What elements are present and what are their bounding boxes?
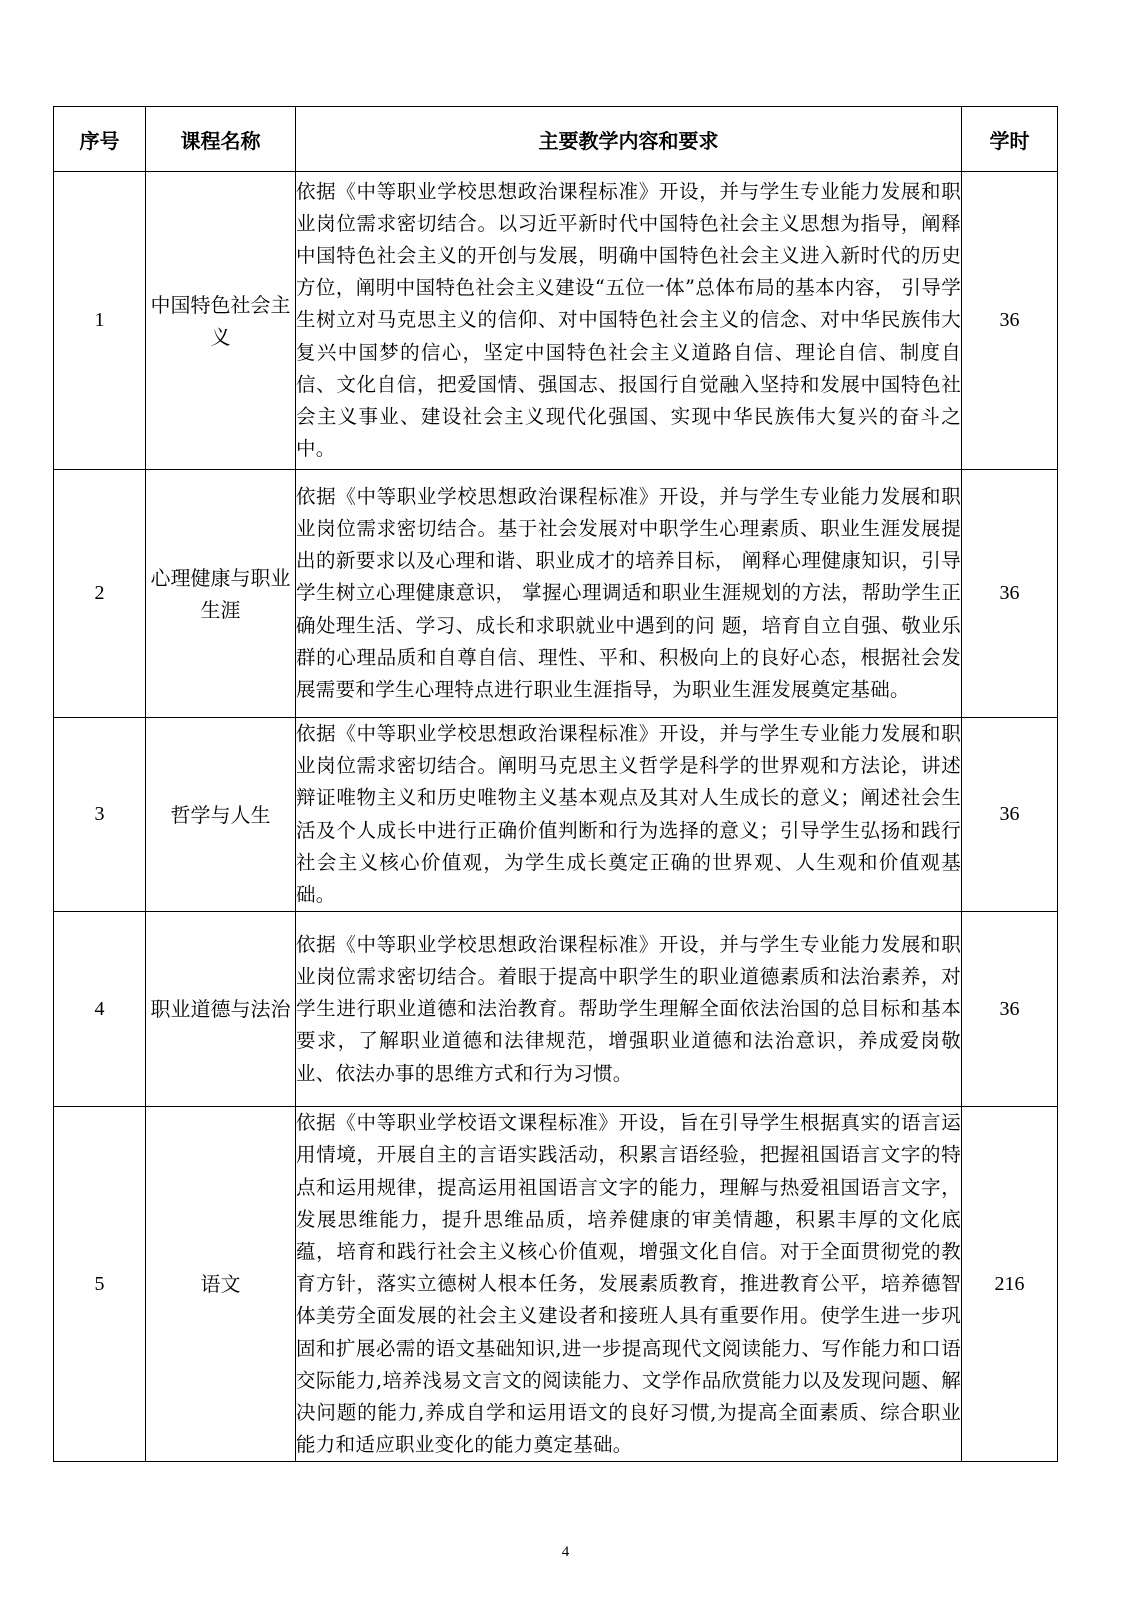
row-hours: 36 xyxy=(962,912,1058,1107)
table-row xyxy=(54,470,1058,718)
row-content: 依据《中等职业学校语文课程标准》开设，旨在引导学生根据真实的语言运用情境，开展自主的言语实践活动，积累言语经验，把握祖国语言文字的特点和运用规律，提高运用祖国语言文字的能力，理解与热爱祖国语言文字，发展思维能力，提升思维品质，培养健康的审美情趣，积累丰厚的文化底蕴，培育和践行社会主义核心价值观，增强文化自信。对于全面贯彻党的教育方针，落实立德树人根本任务，发展素质教育，推进教育公平，培养德智体美劳全面发展的社会主义建设者和接班人具有重要作用。使学生进一步巩固和扩展必需的语文基础知识,进一步提高现代文阅读能力、写作能力和口语交际能力,培养浅易文言文的阅读能力、文学作品欣赏能力以及发现问题、解决问题的能力,养成自学和运用语文的良好习惯,为提高全面素质、综合职业能力和适应职业变化的能力奠定基础。 xyxy=(296,1107,962,1462)
table-row xyxy=(54,718,1058,912)
row-content: 依据《中等职业学校思想政治课程标准》开设，并与学生专业能力发展和职业岗位需求密切结合。着眼于提高中职学生的职业道德素质和法治素养，对学生进行职业道德和法治教育。帮助学生理解全面依法治国的总目标和基本要求，了解职业道德和法律规范，增强职业道德和法治意识，养成爱岗敬业、依法办事的思维方式和行为习惯。 xyxy=(296,912,962,1107)
row-content: 依据《中等职业学校思想政治课程标准》开设，并与学生专业能力发展和职业岗位需求密切结合。基于社会发展对中职学生心理素质、职业生涯发展提出的新要求以及心理和谐、职业成才的培养目标， 阐释心理健康知识，引导学生树立心理健康意识， 掌握心理调适和职业生涯规划的方法，帮助学生正确处理生活、学习、成长和求职就业中遇到的问 题，培育自立自强、敬业乐群的心理品质和自尊自信、理性、平和、积极向上的良好心态，根据社会发展需要和学生心理特点进行职业生涯指导，为职业生涯发展奠定基础。 xyxy=(296,470,962,718)
header-no: 序号 xyxy=(54,107,146,172)
row-course-name: 哲学与人生 xyxy=(146,718,296,912)
header-course-name: 课程名称 xyxy=(146,107,296,172)
row-content: 依据《中等职业学校思想政治课程标准》开设，并与学生专业能力发展和职业岗位需求密切结合。以习近平新时代中国特色社会主义思想为指导，阐释中国特色社会主义的开创与发展，明确中国特色社会主义进入新时代的历史方位，阐明中国特色社会主义建设“五位一体”总体布局的基本内容， 引导学生树立对马克思主义的信仰、对中国特色社会主义的信念、对中华民族伟大复兴中国梦的信心，坚定中国特色社会主义道路自信、理论自信、制度自信、文化自信，把爱国情、强国志、报国行自觉融入坚持和发展中国特色社会主义事业、建设社会主义现代化强国、实现中华民族伟大复兴的奋斗之中。 xyxy=(296,172,962,470)
row-course-name: 心理健康与职业生涯 xyxy=(146,470,296,718)
row-hours: 36 xyxy=(962,718,1058,912)
page-number: 4 xyxy=(561,1544,570,1560)
row-course-name: 语文 xyxy=(146,1107,296,1462)
row-hours: 36 xyxy=(962,172,1058,470)
row-no: 4 xyxy=(54,912,146,1107)
row-course-name: 职业道德与法治 xyxy=(146,912,296,1107)
row-hours: 216 xyxy=(962,1107,1058,1462)
header-content: 主要教学内容和要求 xyxy=(296,107,962,172)
row-hours: 36 xyxy=(962,470,1058,718)
table-row xyxy=(54,172,1058,470)
row-content: 依据《中等职业学校思想政治课程标准》开设，并与学生专业能力发展和职业岗位需求密切结合。阐明马克思主义哲学是科学的世界观和方法论，讲述辩证唯物主义和历史唯物主义基本观点及其对人生成长的意义；阐述社会生活及个人成长中进行正确价值判断和行为选择的意义；引导学生弘扬和践行社会主义核心价值观，为学生成长奠定正确的世界观、人生观和价值观基础。 xyxy=(296,718,962,912)
table-row xyxy=(54,912,1058,1107)
course-table xyxy=(53,106,1058,1462)
row-course-name: 中国特色社会主义 xyxy=(146,172,296,470)
table-header-row xyxy=(54,107,1058,172)
row-no: 1 xyxy=(54,172,146,470)
table-row xyxy=(54,1107,1058,1462)
row-no: 3 xyxy=(54,718,146,912)
header-hours: 学时 xyxy=(962,107,1058,172)
row-no: 5 xyxy=(54,1107,146,1462)
row-no: 2 xyxy=(54,470,146,718)
